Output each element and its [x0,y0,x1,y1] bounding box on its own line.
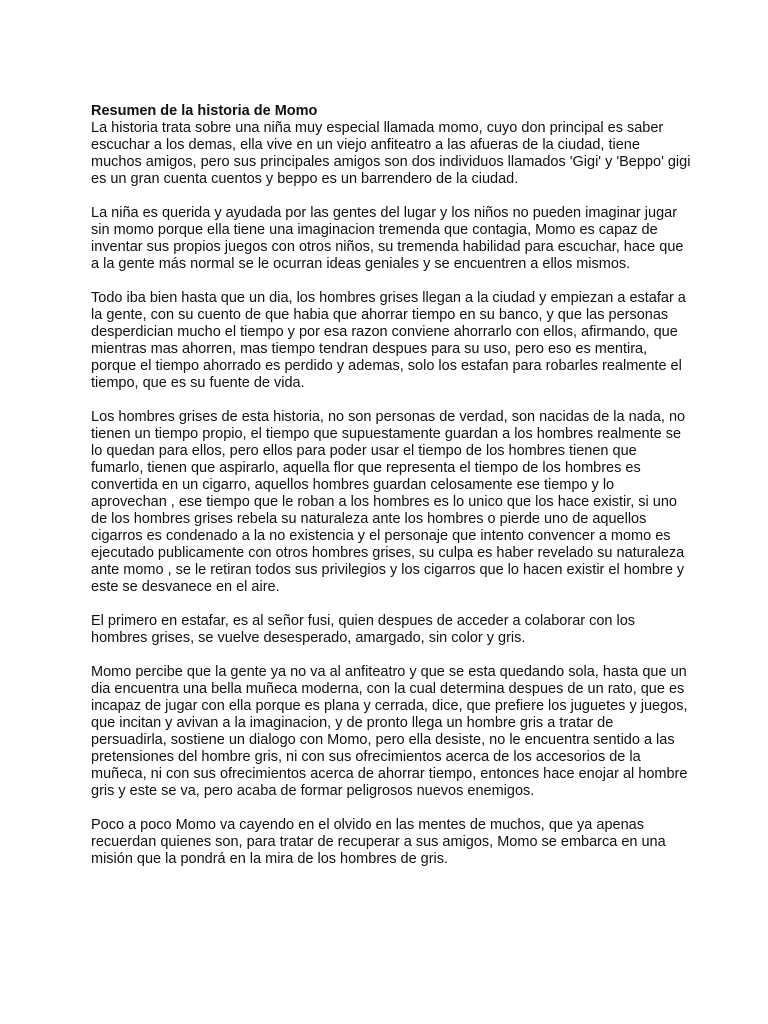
paragraph-1: La historia trata sobre una niña muy especial llamada momo, cuyo don principal es saber escuchar a los demas, ella vive en un viejo anfiteatro a las afueras de la ciudad, tiene muchos amigos, pero sus principales amigos son dos individuos llamados 'Gigi' y 'Beppo' gigi es un gran cuenta cuentos y beppo es un barrendero de la ciudad. [91,120,691,187]
document-title: Resumen de la historia de Momo [91,103,318,119]
paragraph-7: Poco a poco Momo va cayendo en el olvido en las mentes de muchos, que ya apenas recuerdan quienes son, para tratar de recuperar a sus amigos, Momo se embarca en una misión que la pondrá en la mira de los hombres de gris. [91,817,666,867]
paragraph-3: Todo iba bien hasta que un dia, los hombres grises llegan a la ciudad y empiezan a estafar a la gente, con su cuento de que habia que ahorrar tiempo en su banco, y que las personas desperdician mucho el tiempo y por esa razon conviene ahorrarlo con ellos, afirmando, que mientras mas ahorren, mas tiempo tendran despues para su uso, pero eso es mentira, porque el tiempo ahorrado es perdido y ademas, solo los estafan para robarles realmente el tiempo, que es su fuente de vida. [91,290,686,391]
paragraph-5: El primero en estafar, es al señor fusi, quien despues de acceder a colaborar con los hombres grises, se vuelve desesperado, amargado, sin color y gris. [91,613,636,646]
paragraph-6: Momo percibe que la gente ya no va al anfiteatro y que se esta quedando sola, hasta que un dia encuentra una bella muñeca moderna, con la cual determina despues de un rato, que es incapaz de jugar con ella porque es plana y cerrada, dice, que prefiere los juguetes y juegos, que incitan y avivan a la imaginacion, y de pronto llega un hombre gris a tratar de persuadirla, sostiene un dialogo con Momo, pero ella desiste, no le encuentra sentido a las pretensiones del hombre gris, ni con sus ofrecimientos acerca de los accesorios de la muñeca, ni con sus ofrecimientos acerca de ahorrar tiempo, entonces hace enojar al hombre gris y este se va, pero acaba de formar peligrosos nuevos enemigos. [91,664,688,799]
paragraph-4: Los hombres grises de esta historia, no son personas de verdad, son nacidas de la nada, no tienen un tiempo propio, el tiempo que supuestamente guardan a los hombres realmente se lo quedan para ellos, pero ellos para poder usar el tiempo de los hombres tienen que fumarlo, tienen que aspirarlo, aquella flor que representa el tiempo de los hombres es convertida en un cigarro, aquellos hombres guardan celosamente ese tiempo y lo aprovechan , ese tiempo que le roban a los hombres es lo unico que los hace existir, si uno de los hombres grises rebela su naturaleza ante los hombres o pierde uno de aquellos cigarros es condenado a la no existencia y el personaje que intento convencer a momo es ejecutado publicamente con otros hombres grises, su culpa es haber revelado su naturaleza ante momo , se le retiran todos sus privilegios y los cigarros que lo hacen existir el hombre y este se desvanece en el aire. [91,409,686,595]
document-page [91,103,691,885]
paragraph-2: La niña es querida y ayudada por las gentes del lugar y los niños no pueden imaginar jugar sin momo porque ella tiene una imaginacion tremenda que contagia, Momo es capaz de inventar sus propios juegos con otros niños, su tremenda habilidad para escuchar, hace que a la gente más normal se le ocurran ideas geniales y se encuentren a ellos mismos. [91,205,684,272]
